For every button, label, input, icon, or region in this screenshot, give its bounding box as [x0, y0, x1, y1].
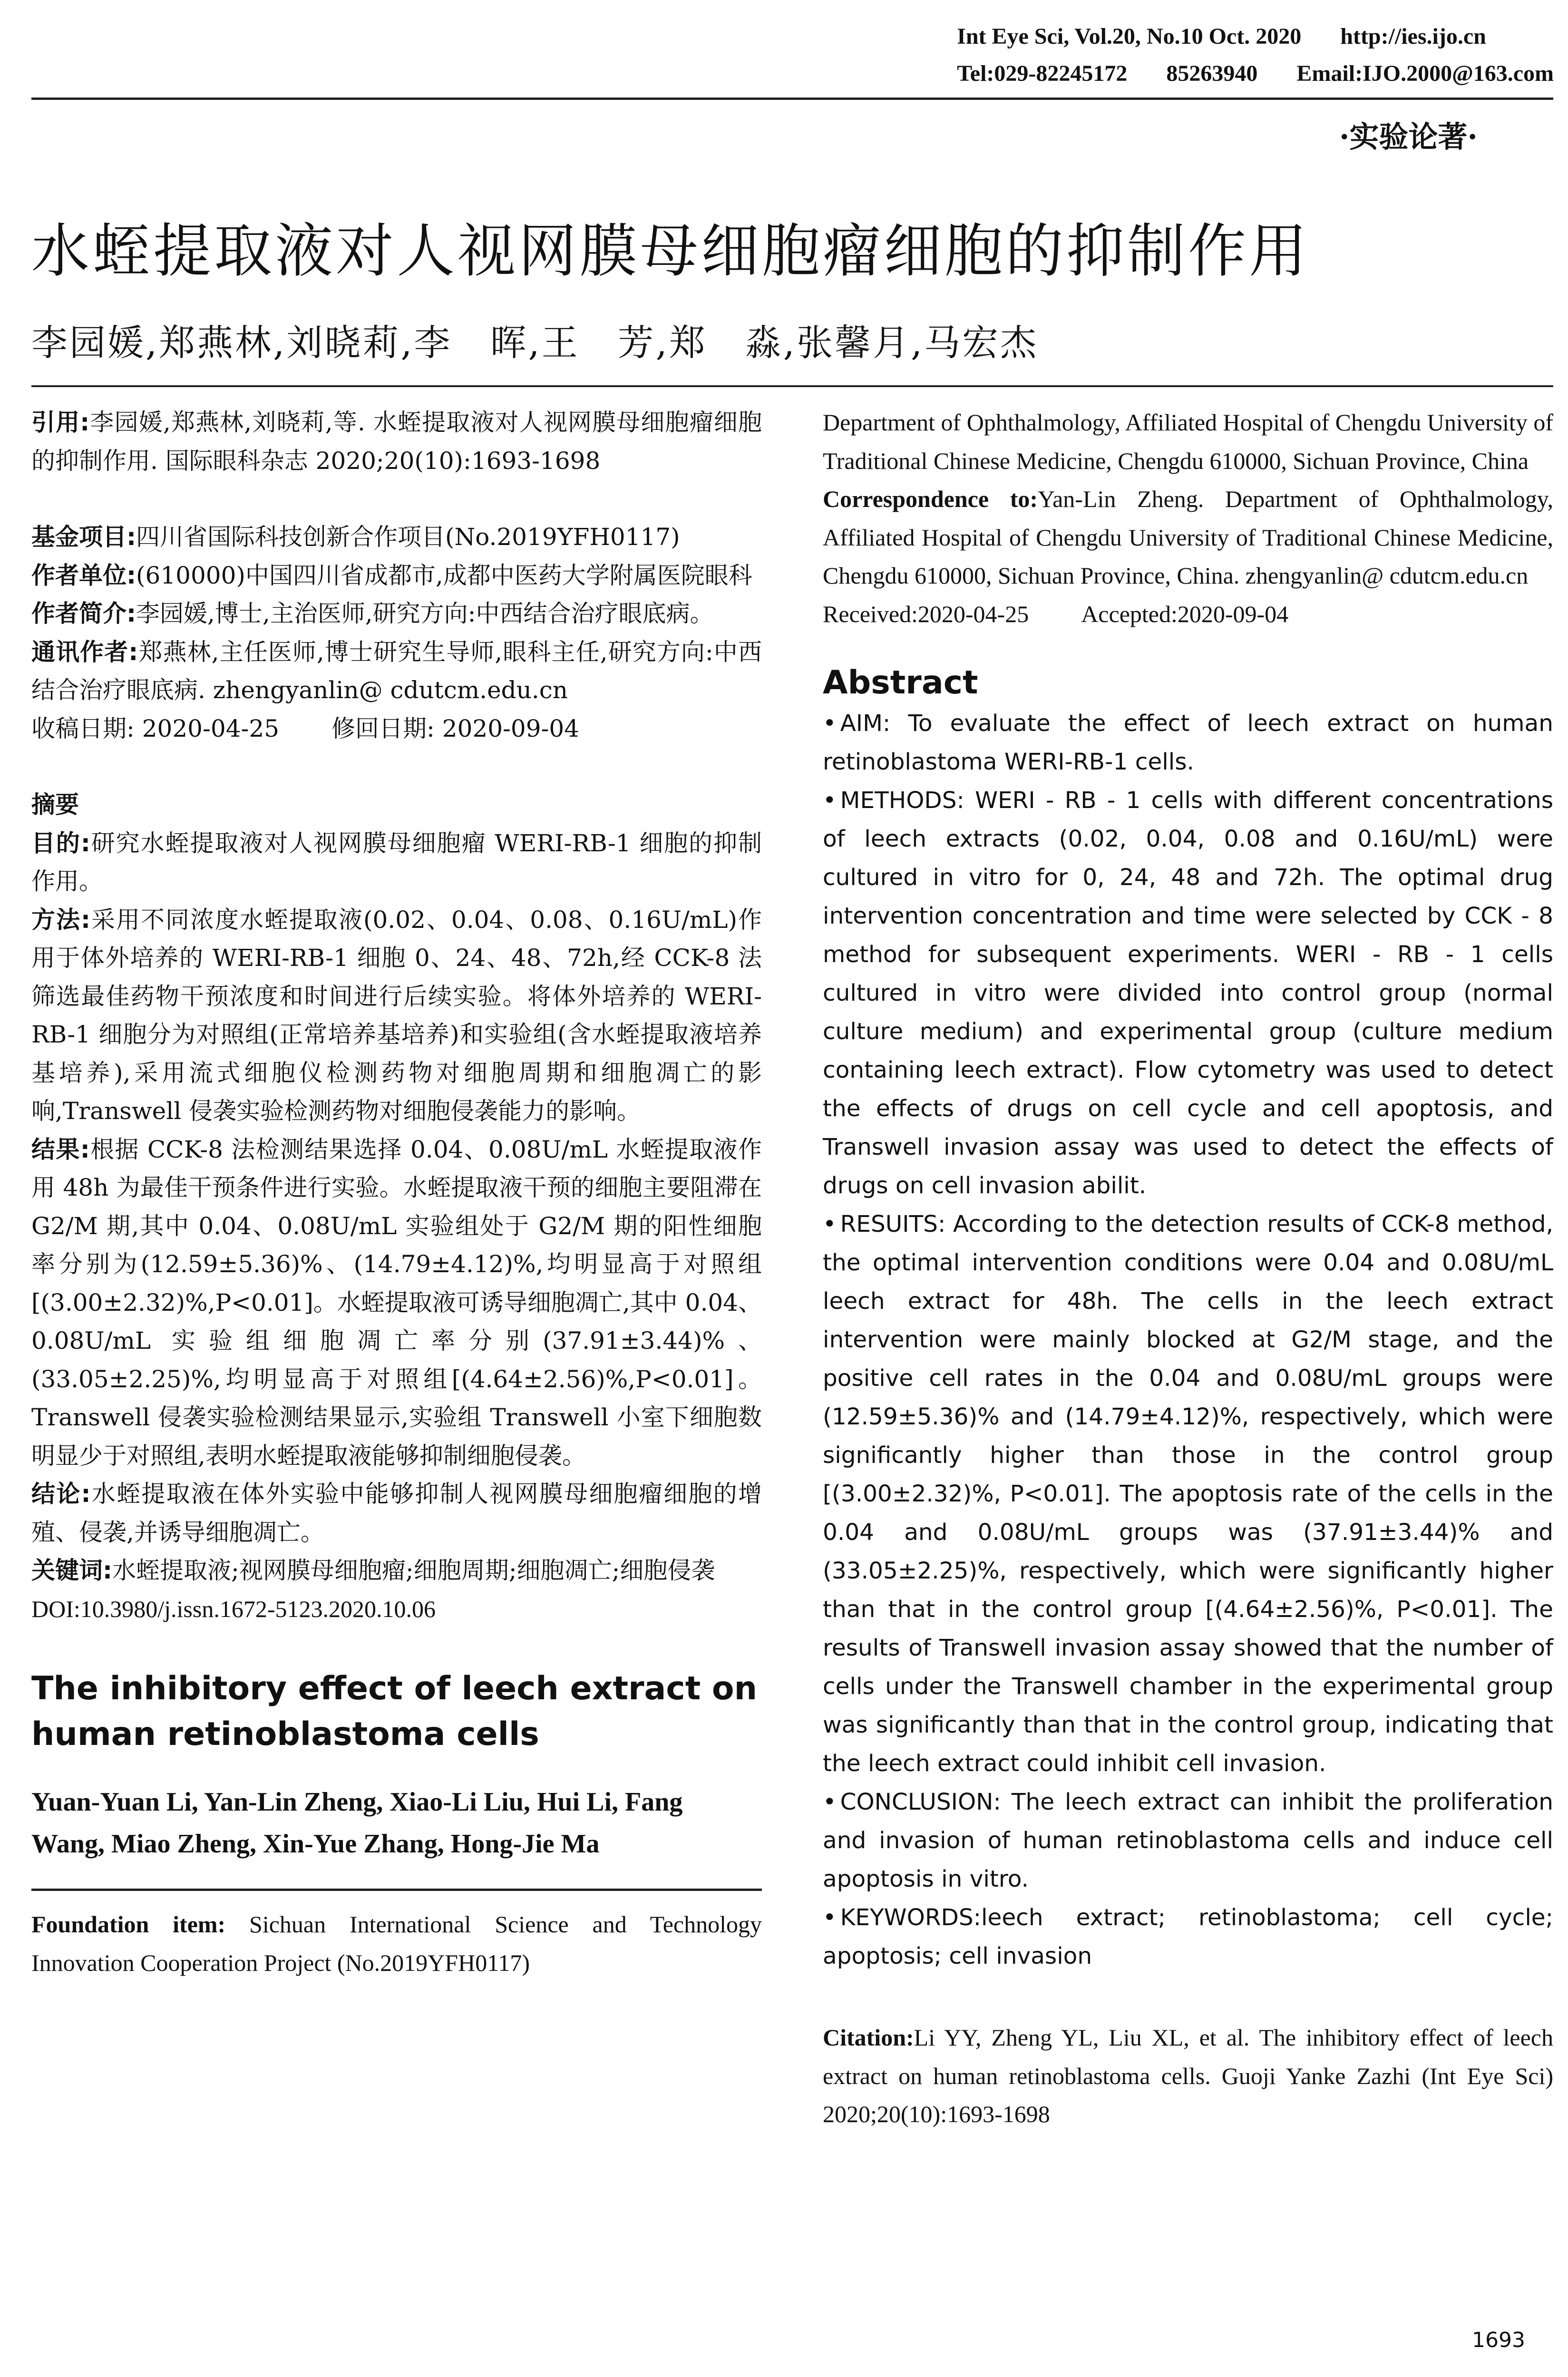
- en-conclusion-text: The leech extract can inhibit the proliferation and invasion of human retinoblastoma cells and induce cell apoptosis in vitro.: [823, 1789, 1553, 1892]
- en-received: Received:2020-04-25: [823, 600, 1029, 627]
- journal-tel-2: 85263940: [1166, 61, 1258, 86]
- en-keywords-text: leech extract; retinoblastoma; cell cycle; apoptosis; cell invasion: [823, 1904, 1553, 1969]
- cn-results-label: 结果:: [31, 1135, 90, 1163]
- cn-citation: [31, 403, 762, 480]
- cn-unit-text: (610000)中国四川省成都市,成都中医药大学附属医院眼科: [136, 561, 752, 589]
- chinese-authors: 李园媛,郑燕林,刘晓莉,李 晖,王 芳,郑 淼,张馨月,马宏杰: [31, 321, 1039, 364]
- cn-fund: [31, 518, 762, 556]
- en-correspondence: [823, 480, 1553, 595]
- cn-conclusion-text: 水蛭提取液在体外实验中能够抑制人视网膜母细胞瘤细胞的增殖、侵袭,并诱导细胞凋亡。: [31, 1480, 762, 1546]
- title-divider: [31, 385, 1553, 387]
- en-keywords: • KEYWORDS:leech extract; retinoblastoma; cell cycle; apoptosis; cell invasion: [823, 1904, 1553, 1969]
- cn-citation-text: 李园媛,郑燕林,刘晓莉,等. 水蛭提取液对人视网膜母细胞瘤细胞的抑制作用. 国际眼科杂志 2020;20(10):1693-1698: [31, 409, 762, 475]
- en-aim: • AIM: To evaluate the effect of leech extract on human retinoblastoma WERI-RB-1 cells.: [823, 710, 1553, 775]
- cn-dates: [31, 710, 762, 748]
- right-column: [823, 403, 1553, 2133]
- en-methods: • METHODS: WERI - RB - 1 cells with different concentrations of leech extracts (0.02, 0.04, 0.08 and 0.16U/mL) were cultured in vitro for 0, 24, 48 and 72h. The optimal drug intervention concentration and time were selected by CCK - 8 method for subsequent experiments. WERI - RB - 1 cells cultured in vitro were divided into control group (normal culture medium) and experimental group (culture medium containing leech extract). Flow cytometry was used to detect the effects of drugs on cell cycle and cell apoptosis, and Transwell invasion assay was used to detect the effects of drugs on cell invasion abilit.: [823, 787, 1553, 1199]
- en-aim-text: To evaluate the effect of leech extract on human retinoblastoma WERI-RB-1 cells.: [823, 710, 1553, 775]
- doi: DOI:10.3980/j.issn.1672-5123.2020.10.06: [31, 1595, 436, 1622]
- en-methods-text: WERI - RB - 1 cells with different concentrations of leech extracts (0.02, 0.04, 0.08 and 0.16U/mL) were cultured in vitro for 0, 24, 48 and 72h. The optimal drug intervention concentration and time were selected by CCK - 8 method for subsequent experiments. WERI - RB - 1 cells cultured in vitro were divided into control group (normal culture medium) and experimental group (culture medium containing leech extract). Flow cytometry was used to detect the effects of drugs on cell cycle and cell apoptosis, and Transwell invasion assay was used to detect the effects of drugs on cell invasion abilit.: [823, 787, 1553, 1199]
- cn-results-text: 根据 CCK-8 法检测结果选择 0.04、0.08U/mL 水蛭提取液作用 48h 为最佳干预条件进行实验。水蛭提取液干预的细胞主要阻滞在 G2/M 期,其中 0.04、0.08U/mL 实验组处于 G2/M 期的阳性细胞率分别为(12.59±5.36)%、(14.79±4.12)%,均明显高于对照组[(3.00±2.32)%,P<0.01]。水蛭提取液可诱导细胞凋亡,其中 0.04、0.08U/mL 实验组细胞凋亡率分别(37.91±3.44)%、(33.05±2.25)%,均明显高于对照组[(4.64±2.56)%,P<0.01]。Transwell 侵袭实验检测结果显示,实验组 Transwell 小室下细胞数明显少于对照组,表明水蛭提取液能够抑制细胞侵袭。: [31, 1135, 762, 1470]
- cn-bio: [31, 594, 762, 633]
- cn-correspondence: [31, 633, 762, 710]
- en-conclusion: • CONCLUSION: The leech extract can inhibit the proliferation and invasion of human retinoblastoma cells and induce cell apoptosis in vitro.: [823, 1789, 1553, 1892]
- en-citation-text: Li YY, Zheng YL, Liu XL, et al. The inhibitory effect of leech extract on human retinoblastoma cells. Guoji Yanke Zazhi (Int Eye Sci) 2020;20(10):1693-1698: [823, 2024, 1553, 2127]
- en-department: Department of Ophthalmology, Affiliated Hospital of Chengdu University of Traditional Chinese Medicine, Chengdu 610000, Sichuan Province, China: [823, 409, 1553, 474]
- cn-conclusion: [31, 1475, 762, 1551]
- cn-methods: [31, 901, 762, 1130]
- cn-bio-text: 李园媛,博士,主治医师,研究方向:中西结合治疗眼底病。: [136, 600, 714, 627]
- cn-results: [31, 1130, 762, 1475]
- journal-email: Email:IJO.2000@163.com: [1296, 61, 1554, 86]
- section-tag: ·实验论著·: [1339, 119, 1478, 154]
- en-foundation: [31, 1905, 762, 1982]
- cn-methods-label: 方法:: [31, 906, 91, 934]
- en-foundation-label: Foundation item:: [31, 1911, 226, 1938]
- cn-aim: [31, 824, 762, 901]
- en-results-label: RESUITS:: [840, 1211, 946, 1237]
- en-corr-text: Yan-Lin Zheng. Department of Ophthalmology, Affiliated Hospital of Chengdu University of Traditional Chinese Medicine, Chengdu 610000, Sichuan Province, China. zhengyanlin@ cdutcm.edu.cn: [823, 486, 1553, 589]
- en-methods-label: METHODS:: [840, 787, 964, 814]
- cn-fund-text: 四川省国际科技创新合作项目(No.2019YFH0117): [136, 523, 680, 551]
- journal-url: http://ies.ijo.cn: [1340, 24, 1486, 49]
- en-citation-label: Citation:: [823, 2024, 914, 2051]
- cn-received-date: 收稿日期: 2020-04-25: [31, 714, 280, 742]
- journal-tel: Tel:029-82245172: [957, 61, 1128, 86]
- cn-fund-label: 基金项目:: [31, 523, 136, 551]
- cn-aim-label: 目的:: [31, 829, 90, 857]
- abstract-heading: Abstract: [823, 664, 978, 701]
- cn-revised-date: 修回日期: 2020-09-04: [331, 714, 580, 742]
- cn-corr-text: 郑燕林,主任医师,博士研究生导师,眼科主任,研究方向:中西结合治疗眼底病. zhengyanlin@ cdutcm.edu.cn: [31, 638, 762, 704]
- en-keywords-label: KEYWORDS:: [840, 1904, 981, 1931]
- cn-abstract-heading: 摘要: [31, 791, 79, 818]
- en-dates: [823, 595, 1553, 633]
- cn-keywords: [31, 1551, 762, 1590]
- cn-conclusion-label: 结论:: [31, 1480, 91, 1508]
- en-accepted: Accepted:2020-09-04: [1081, 600, 1289, 627]
- cn-citation-label: 引用:: [31, 409, 90, 436]
- journal-info: Int Eye Sci, Vol.20, No.10 Oct. 2020: [957, 24, 1302, 49]
- english-title: The inhibitory effect of leech extract on human retinoblastoma cells: [31, 1670, 758, 1753]
- running-header: [957, 18, 1554, 92]
- en-foundation-text: Sichuan International Science and Technology Innovation Cooperation Project (No.2019YFH0117): [31, 1911, 762, 1976]
- en-citation: [823, 2018, 1553, 2133]
- cn-unit: [31, 556, 762, 595]
- chinese-title: 水蛭提取液对人视网膜母细胞瘤细胞的抑制作用: [31, 217, 1310, 285]
- page-number: 1693: [1472, 2328, 1525, 2352]
- cn-methods-text: 采用不同浓度水蛭提取液(0.02、0.04、0.08、0.16U/mL)作用于体外培养的 WERI-RB-1 细胞 0、24、48、72h,经 CCK-8 法筛选最佳药物干预浓度和时间进行后续实验。将体外培养的 WERI-RB-1 细胞分为对照组(正常培养基培养)和实验组(含水蛭提取液培养基培养),采用流式细胞仪检测药物对细胞周期和细胞凋亡的影响,Transwell 侵袭实验检测药物对细胞侵袭能力的影响。: [31, 906, 762, 1125]
- en-conclusion-label: CONCLUSION:: [840, 1789, 1001, 1815]
- header-divider: [31, 97, 1553, 100]
- cn-corr-label: 通讯作者:: [31, 638, 138, 666]
- en-results-text: According to the detection results of CCK-8 method, the optimal intervention conditions were 0.04 and 0.08U/mL leech extract for 48h. The cells in the leech extract intervention were mainly blocked at G2/M stage, and the positive cell rates in the 0.04 and 0.08U/mL groups were (12.59±5.36)% and (14.79±4.12)%, respectively, which were significantly higher than those in the control group [(3.00±2.32)%, P<0.01]. The apoptosis rate of the cells in the 0.04 and 0.08U/mL groups was (37.91±3.44)% and (33.05±2.25)%, respectively, which were significantly higher than that in the control group [(4.64±2.56)%, P<0.01]. The results of Transwell invasion assay showed that the number of cells under the Transwell chamber in the experimental group was significantly than that in the control group, indicating that the leech extract could inhibit cell invasion.: [823, 1211, 1553, 1777]
- cn-keywords-label: 关键词:: [31, 1557, 112, 1584]
- en-aim-label: AIM:: [840, 710, 891, 737]
- left-column: [31, 403, 762, 1982]
- en-results: • RESUITS: According to the detection results of CCK-8 method, the optimal intervention conditions were 0.04 and 0.08U/mL leech extract for 48h. The cells in the leech extract intervention were mainly blocked at G2/M stage, and the positive cell rates in the 0.04 and 0.08U/mL groups were (12.59±5.36)% and (14.79±4.12)%, respectively, which were significantly higher than those in the control group [(3.00±2.32)%, P<0.01]. The apoptosis rate of the cells in the 0.04 and 0.08U/mL groups was (37.91±3.44)% and (33.05±2.25)%, respectively, which were significantly higher than that in the control group [(4.64±2.56)%, P<0.01]. The results of Transwell invasion assay showed that the number of cells under the Transwell chamber in the experimental group was significantly than that in the control group, indicating that the leech extract could inhibit cell invasion.: [823, 1211, 1553, 1777]
- cn-bio-label: 作者简介:: [31, 600, 136, 627]
- english-authors: Yuan-Yuan Li, Yan-Lin Zheng, Xiao-Li Liu, Hui Li, Fang Wang, Miao Zheng, Xin-Yue Zhang, Hong-Jie Ma: [31, 1787, 683, 1859]
- cn-keywords-text: 水蛭提取液;视网膜母细胞瘤;细胞周期;细胞凋亡;细胞侵袭: [112, 1557, 715, 1584]
- en-corr-label: Correspondence to:: [823, 486, 1038, 512]
- cn-aim-text: 研究水蛭提取液对人视网膜母细胞瘤 WERI-RB-1 细胞的抑制作用。: [31, 829, 762, 895]
- cn-unit-label: 作者单位:: [31, 561, 136, 589]
